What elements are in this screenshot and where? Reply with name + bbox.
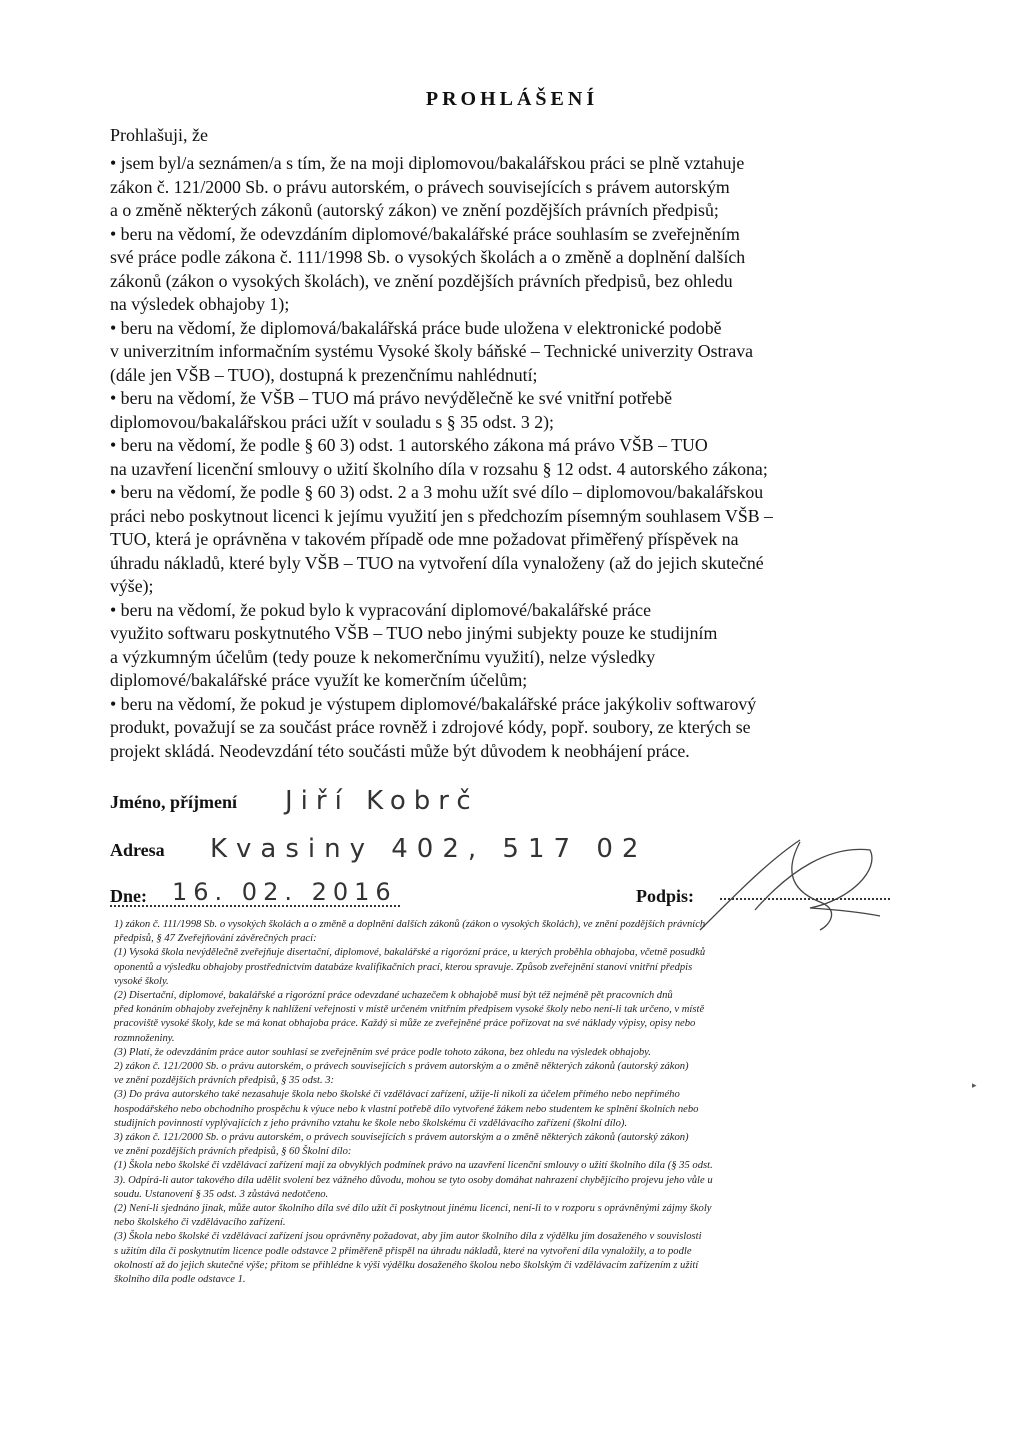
footnote-line: okolností až do jejich skutečné výše; přitom se přihlédne k výši výdělku dosaženého školou nebo školským či vzdělávacím zařízením z užití bbox=[114, 1259, 699, 1271]
text-line: zákonů (zákon o vysokých školách), ve znění pozdějších právních předpisů, bez ohledu bbox=[110, 270, 733, 291]
date-label: Dne: bbox=[110, 886, 147, 906]
text-line: využito softwaru poskytnutého VŠB – TUO nebo jinými subjekty pouze ke studijním bbox=[110, 623, 718, 643]
footnote-line: (3) Platí, že odevzdáním práce autor souhlasí se zveřejněním své práce podle tohoto zákona, bez ohledu na výsledek obhajoby. bbox=[114, 1046, 651, 1058]
footnote-line: rozmnoženiny. bbox=[114, 1032, 175, 1044]
footnote-line: před konáním obhajoby zveřejněny k nahlížení veřejnosti v místě určeném vnitřním předpisem vysoké školy nebo není-li tak určeno, v místě bbox=[114, 1004, 705, 1016]
address-label: Adresa bbox=[110, 840, 165, 860]
footnote-line: pracoviště vysoké školy, kde se má konat obhajoba práce. Každý si může ze zveřejněné práce pořizovat na své náklady výpisy, opisy nebo bbox=[114, 1018, 696, 1030]
text-line: výše); bbox=[110, 576, 154, 596]
signature-label: Podpis: bbox=[636, 886, 695, 906]
footnote-line: 1) zákon č. 111/1998 Sb. o vysokých školách a o změně a doplnění dalších zákonů (zákon o vysokých školách), ve znění pozdějších právních bbox=[114, 919, 706, 930]
footnote-line: ve znění pozdějších právních předpisů, § 35 odst. 3: bbox=[114, 1075, 335, 1087]
bullet-line: • jsem byl/a seznámen/a s tím, že na moji diplomovou/bakalářskou práci se plně vztahuje bbox=[110, 152, 900, 176]
bullet-line: • beru na vědomí, že podle § 60 3) odst. 1 autorského zákona má právo VŠB – TUO bbox=[110, 434, 900, 458]
footnote-line: předpisů, § 47 Zveřejňování závěrečných prací: bbox=[114, 933, 317, 945]
text-line: a o změně některých zákonů (autorský zákon) ve znění pozdějších právních předpisů; bbox=[110, 200, 719, 220]
footnote-line: školního díla podle odstavce 1. bbox=[114, 1274, 246, 1286]
footnote-line: ve znění pozdějších právních předpisů, § 60 Školní dílo: bbox=[114, 1146, 352, 1158]
bullet-line: • beru na vědomí, že podle § 60 3) odst. 2 a 3 mohu užít své dílo – diplomovou/bakalářskou bbox=[110, 481, 900, 505]
text-line: TUO, která je oprávněna v takovém případě ode mne požadovat přiměřený příspěvek na bbox=[110, 529, 739, 549]
footnote-line: hospodářského nebo obchodního prospěchu k výuce nebo k vlastní potřebě dílo vytvořené žákem nebo studentem ke splnění školních nebo bbox=[114, 1103, 699, 1115]
footnote-line: soudu. Ustanovení § 35 odst. 3 zůstává nedotčeno. bbox=[114, 1188, 329, 1200]
footnote-line: (3) Škola nebo školské či vzdělávací zařízení jsou oprávněny požadovat, aby jim autor školního díla z výdělku jím dosaženého v souvislosti bbox=[114, 1231, 702, 1243]
bullet-line: • beru na vědomí, že pokud bylo k vypracování diplomové/bakalářské práce bbox=[110, 599, 900, 623]
footnote-line: (2) Disertační, diplomové, bakalářské a rigorózní práce odevzdané uchazečem k obhajobě musí být též nejméně pět pracovních dnů bbox=[114, 990, 673, 1002]
name-handwritten: Jiří Kobrč bbox=[285, 786, 479, 816]
date-row bbox=[110, 886, 147, 907]
text-line: (dále jen VŠB – TUO), dostupná k prezenčnímu nahlédnutí; bbox=[110, 364, 538, 385]
footnote-line: studijních povinností vyplývajících z jeho právního vztahu ke škole nebo školskému či vzdělávacího zařízení (školní dílo). bbox=[114, 1117, 628, 1129]
footnote-line: (3) Do práva autorského také nezasahuje škola nebo školské či vzdělávací zařízení, užije-li nikoli za účelem přímého nebo nepřímého bbox=[114, 1089, 680, 1101]
scan-mark-icon: ▸ bbox=[972, 1080, 977, 1090]
text-line: práci nebo poskytnout licenci k jejímu využití jen s předchozím písemným souhlasem VŠB – bbox=[110, 505, 773, 526]
name-label: Jméno, příjmení bbox=[110, 792, 237, 812]
footnote-line: 3) zákon č. 121/2000 Sb. o právu autorském, o právech souvisejících s právem autorským a o změně některých zákonů (autorský zákon) bbox=[114, 1132, 689, 1144]
footnote-line: 2) zákon č. 121/2000 Sb. o právu autorském, o právech souvisejících s právem autorským a o změně některých zákonů (autorský zákon) bbox=[114, 1061, 689, 1073]
intro-text: Prohlašuji, že bbox=[110, 125, 208, 145]
footnote-line: (2) Není-li sjednáno jinak, může autor školního díla své dílo užít či poskytnout jinému licenci, není-li to v rozporu s oprávněnými zájmy školy bbox=[114, 1203, 712, 1215]
text-line: úhradu nákladů, které byly VŠB – TUO na vytvoření díla vynaloženy (až do jejich skutečné bbox=[110, 552, 764, 573]
footnotes bbox=[114, 918, 904, 1287]
bullet-line: • beru na vědomí, že VŠB – TUO má právo nevýdělečně ke své vnitřní potřebě bbox=[110, 387, 900, 411]
text-line: projekt skládá. Neodevzdání této součásti může být důvodem k neobhájení práce. bbox=[110, 740, 690, 761]
bullet-line: • beru na vědomí, že odevzdáním diplomové/bakalářské práce souhlasím se zveřejněním bbox=[110, 223, 900, 247]
footnote-separator bbox=[110, 905, 400, 907]
text-line: na uzavření licenční smlouvy o užití školního díla v rozsahu § 12 odst. 4 autorského zákona; bbox=[110, 458, 768, 479]
footnote-line: (1) Vysoká škola nevýdělečně zveřejňuje disertační, diplomové, bakalářské a rigorózní práce, u kterých proběhla obhajoba, včetně posudků bbox=[114, 947, 706, 959]
bullet-line: • beru na vědomí, že diplomová/bakalářská práce bude uložena v elektronické podobě bbox=[110, 317, 900, 341]
footnote-line: oponentů a výsledku obhajoby prostřednictvím databáze kvalifikačních prací, kterou spravuje. Způsob zveřejnění stanoví vnitřní předpis bbox=[114, 961, 693, 973]
text-line: zákon č. 121/2000 Sb. o právu autorském, o právech souvisejících s právem autorským bbox=[110, 176, 730, 197]
text-line: své práce podle zákona č. 111/1998 Sb. o vysokých školách a o změně a doplnění dalších bbox=[110, 247, 746, 267]
text-line: diplomovou/bakalářskou práci užít v souladu s § 35 odst. 3 2); bbox=[110, 411, 554, 432]
footnote-line: s užitím díla či poskytnutím licence podle odstavce 2 přiměřeně přispěl na úhradu nákladů, které na vytvoření díla vynaložily, a to podle bbox=[114, 1245, 692, 1257]
footnote-line: nebo školského či vzdělávacího zařízení. bbox=[114, 1217, 286, 1229]
footnote-line: 3). Odpírá-li autor takového díla udělit svolení bez vážného důvodu, mohou se tyto osoby domáhat nahrazení chybějícího projevu jeho vůle u bbox=[114, 1174, 713, 1186]
address-handwritten: Kvasiny 402, 517 02 bbox=[210, 834, 648, 864]
text-line: a výzkumným účelům (tedy pouze k nekomerčnímu využití), nelze výsledky bbox=[110, 646, 656, 667]
date-handwritten: 16. 02. 2016 bbox=[172, 878, 397, 906]
bullet-line: • beru na vědomí, že pokud je výstupem diplomové/bakalářské práce jakýkoliv softwarový bbox=[110, 693, 900, 717]
address-row bbox=[110, 840, 165, 861]
page-title: PROHLÁŠENÍ bbox=[425, 88, 599, 110]
declaration-body bbox=[110, 152, 900, 763]
text-line: produkt, považují se za součást práce rovněž i zdrojové kódy, popř. soubory, ze kterých se bbox=[110, 717, 751, 737]
footnote-line: (1) Škola nebo školské či vzdělávací zařízení mají za obvyklých podmínek právo na uzavření licenční smlouvy o užití školního díla (§ 35 odst. bbox=[114, 1160, 713, 1172]
text-line: v univerzitním informačním systému Vysoké školy báňské – Technické univerzity Ostrava bbox=[110, 341, 754, 361]
text-line: diplomové/bakalářské práce využít ke komerčním účelům; bbox=[110, 670, 528, 690]
text-line: na výsledek obhajoby 1); bbox=[110, 294, 290, 314]
name-row bbox=[110, 792, 237, 813]
footnote-line: vysoké školy. bbox=[114, 975, 169, 987]
